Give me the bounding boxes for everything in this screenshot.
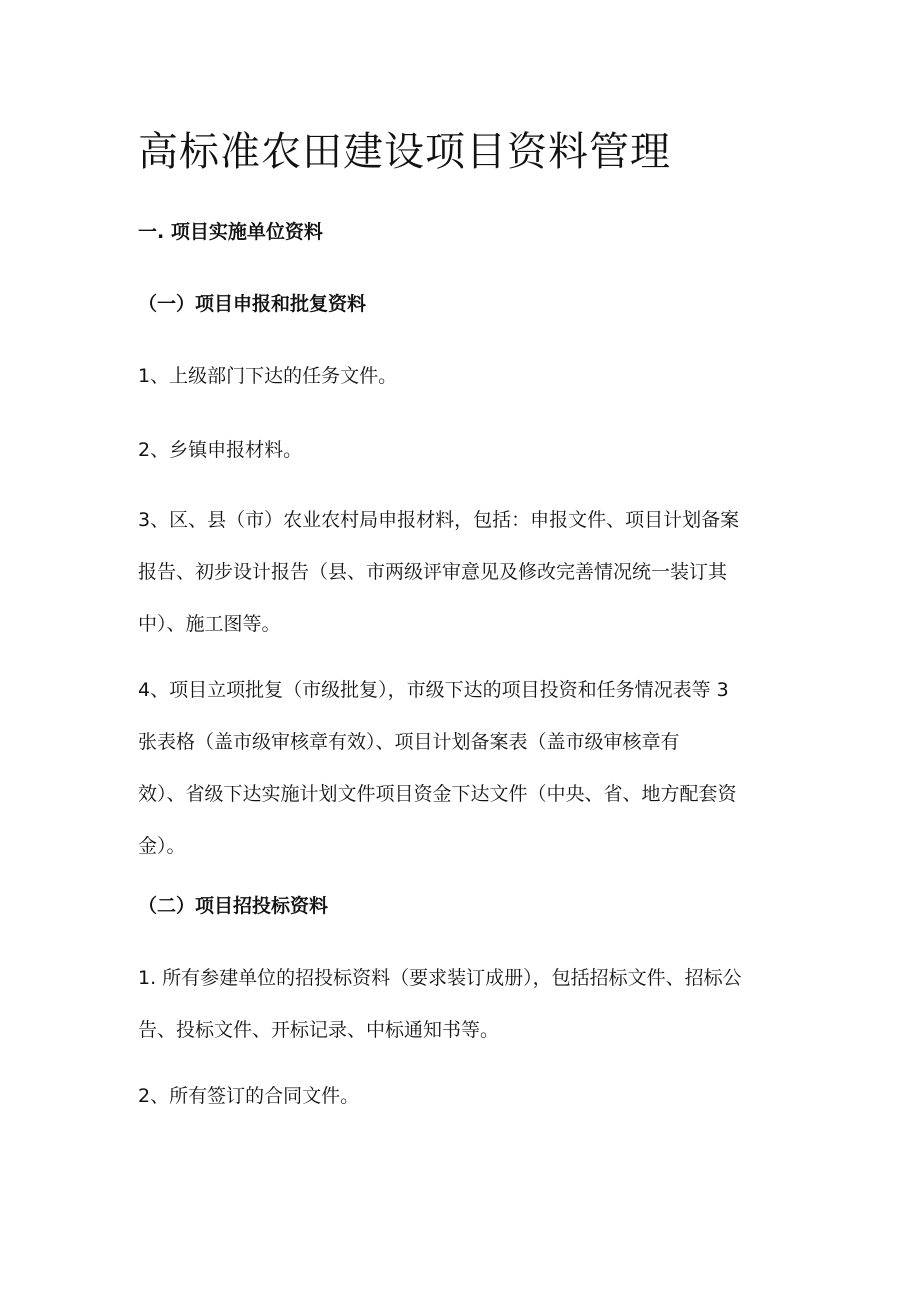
- text-line: 4、项目立项批复（市级批复），市级下达的项目投资和任务情况表等 3: [138, 679, 729, 701]
- text-line: 1. 所有参建单位的招投标资料（要求装订成册），包括招标文件、招标公: [138, 967, 742, 989]
- subsection-heading-2: （二）项目招投标资料: [138, 895, 329, 917]
- section-heading-1: 一. 项目实施单位资料: [138, 221, 323, 243]
- text-line: 2、乡镇申报材料。: [138, 439, 303, 461]
- text-line: 2、所有签订的合同文件。: [138, 1085, 360, 1107]
- list-item-1-4: [138, 664, 783, 872]
- document-title: 高标准农田建设项目资料管理: [138, 129, 671, 175]
- text-line: 3、区、县（市）农业农村局申报材料，包括：申报文件、项目计划备案: [138, 509, 740, 531]
- text-line: 中）、施工图等。: [138, 613, 281, 635]
- list-item-1-2: [138, 424, 783, 476]
- text-line: 报告、初步设计报告（县、市两级评审意见及修改完善情况统一装订其: [138, 561, 728, 583]
- text-line: 1、上级部门下达的任务文件。: [138, 365, 398, 387]
- text-line: 告、投标文件、开标记录、中标通知书等。: [138, 1019, 500, 1041]
- subsection-heading-1: （一）项目申报和批复资料: [138, 293, 367, 315]
- text-line: 张表格（盖市级审核章有效）、项目计划备案表（盖市级审核章有: [138, 731, 680, 753]
- list-item-1-3: [138, 494, 783, 650]
- list-item-1-1: [138, 350, 783, 402]
- list-item-2-1: [138, 952, 783, 1056]
- list-item-2-2: [138, 1070, 783, 1122]
- text-line: 金）。: [138, 835, 186, 857]
- text-line: 效）、省级下达实施计划文件项目资金下达文件（中央、省、地方配套资: [138, 783, 737, 805]
